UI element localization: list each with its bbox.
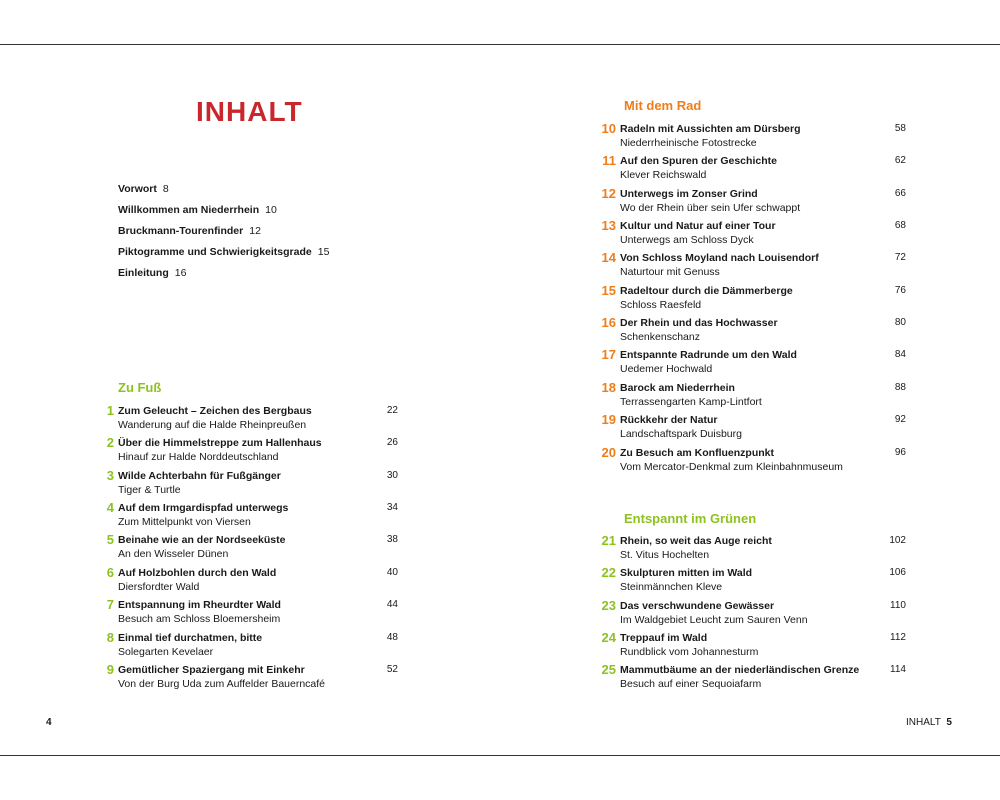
entry-title: Von Schloss Moyland nach Louisendorf: [620, 252, 819, 264]
entry-number: 15: [601, 283, 616, 298]
entry-page: 58: [894, 123, 906, 134]
entry-subtitle: Besuch auf einer Sequoiafarm: [620, 678, 762, 690]
entry-subtitle: Klever Reichswald: [620, 169, 707, 181]
entry-subtitle: Wanderung auf die Halde Rheinpreußen: [118, 419, 307, 431]
entry-subtitle: Im Waldgebiet Leucht zum Sauren Venn: [620, 614, 808, 626]
entry-title: Auf den Spuren der Geschichte: [620, 155, 777, 167]
entry-title: Barock am Niederrhein: [620, 382, 735, 394]
entry-title: Auf dem Irmgardispfad unterwegs: [118, 502, 289, 514]
entry-page: 96: [894, 447, 906, 458]
entry-number: 20: [601, 445, 616, 460]
entry-number: 8: [106, 630, 114, 645]
entry-subtitle: Diersfordter Wald: [118, 581, 200, 593]
entry-page: 22: [386, 405, 398, 416]
front-matter-page: 10: [265, 204, 277, 216]
entry-subtitle: Hinauf zur Halde Norddeutschland: [118, 451, 279, 463]
entry-subtitle: Uedemer Hochwald: [620, 363, 713, 375]
entry-page: 102: [889, 535, 906, 546]
front-matter-page: 8: [162, 183, 169, 195]
entry-page: 106: [889, 567, 906, 578]
entry-page: 84: [894, 349, 906, 360]
entry-title: Einmal tief durchatmen, bitte: [118, 632, 263, 644]
entry-number: 22: [601, 565, 616, 580]
front-matter-item: [118, 224, 261, 238]
entry-page: 40: [386, 567, 398, 578]
entry-number: 11: [602, 153, 616, 168]
entry-subtitle: Schloss Raesfeld: [620, 299, 702, 311]
entry-title: Treppauf im Wald: [620, 632, 708, 644]
entry-number: 1: [106, 403, 114, 418]
entry-subtitle: Besuch am Schloss Bloemersheim: [118, 613, 281, 625]
front-matter-item: [118, 203, 277, 217]
folio-number: 4: [46, 717, 52, 728]
entry-page: 52: [386, 664, 398, 675]
entry-number: 3: [106, 468, 114, 483]
entry-title: Radeln mit Aussichten am Dürsberg: [620, 123, 801, 135]
front-matter-label: Einleitung: [118, 267, 169, 279]
entry-subtitle: Wo der Rhein über sein Ufer schwappt: [620, 202, 801, 214]
entry-page: 30: [386, 470, 398, 481]
entry-page: 92: [894, 414, 906, 425]
entry-number: 14: [601, 250, 616, 265]
entry-subtitle: Steinmännchen Kleve: [620, 581, 723, 593]
entry-page: 48: [386, 632, 398, 643]
entry-title: Unterwegs im Zonser Grind: [620, 188, 758, 200]
entry-title: Das verschwundene Gewässer: [620, 600, 775, 612]
front-matter-label: Willkommen am Niederrhein: [118, 204, 260, 216]
entry-number: 5: [106, 532, 114, 547]
entry-number: 4: [106, 500, 114, 515]
page-number-right: [906, 717, 952, 729]
entry-number: 19: [601, 412, 616, 427]
entry-subtitle: An den Wisseler Dünen: [118, 548, 229, 560]
entry-title: Entspannte Radrunde um den Wald: [620, 349, 797, 361]
entry-page: 114: [890, 664, 906, 675]
page-title: INHALT: [196, 96, 303, 127]
entry-page: 76: [894, 285, 906, 296]
entry-subtitle: Vom Mercator-Denkmal zum Kleinbahnmuseum: [620, 461, 843, 473]
entry-title: Beinahe wie an der Nordseeküste: [118, 534, 286, 546]
entry-page: 88: [894, 382, 906, 393]
entry-page: 72: [894, 252, 906, 263]
entry-title: Über die Himmelstreppe zum Hallenhaus: [118, 437, 322, 449]
entry-page: 38: [386, 534, 398, 545]
entry-page: 44: [386, 599, 398, 610]
entry-subtitle: Von der Burg Uda zum Auffelder Bauerncafé: [118, 678, 326, 690]
entry-number: 18: [601, 380, 616, 395]
entry-title: Zum Geleucht – Zeichen des Bergbaus: [118, 405, 312, 417]
front-matter-page: 16: [174, 267, 187, 279]
entry-title: Zu Besuch am Konfluenzpunkt: [620, 447, 775, 459]
entry-title: Rückkehr der Natur: [620, 414, 718, 426]
front-matter-label: Bruckmann-Tourenfinder: [118, 225, 244, 237]
entry-page: 112: [890, 632, 906, 643]
entry-number: 6: [106, 565, 114, 580]
entry-subtitle: Solegarten Kevelaer: [118, 646, 214, 658]
entry-page: 34: [386, 502, 398, 513]
entry-title: Entspannung im Rheurdter Wald: [118, 599, 281, 611]
entry-subtitle: Unterwegs am Schloss Dyck: [620, 234, 754, 246]
entry-title: Mammutbäume an der niederländischen Grenze: [620, 664, 860, 676]
front-matter-item: [118, 182, 169, 196]
entry-title: Rhein, so weit das Auge reicht: [620, 535, 772, 547]
entry-number: 17: [601, 347, 616, 362]
entry-page: 80: [894, 317, 906, 328]
entry-number: 25: [601, 662, 616, 677]
front-matter-page: 15: [317, 246, 330, 258]
front-matter-item: [118, 266, 186, 280]
entry-number: 2: [106, 435, 114, 450]
entry-number: 12: [601, 186, 616, 201]
folio-number: 5: [946, 717, 952, 728]
section-title-zu-fuss: Zu Fuß: [118, 380, 162, 395]
entry-number: 21: [601, 533, 616, 548]
section-title-entspannt-im-gruenen: Entspannt im Grünen: [624, 511, 757, 526]
entry-subtitle: Naturtour mit Genuss: [620, 266, 720, 278]
page-number-left: [46, 717, 52, 729]
entry-page: 66: [894, 188, 906, 199]
entry-subtitle: St. Vitus Hochelten: [620, 549, 710, 561]
entry-subtitle: Tiger & Turtle: [118, 484, 181, 496]
entry-number: 24: [601, 630, 616, 645]
section-title-mit-dem-rad: Mit dem Rad: [624, 98, 702, 113]
entry-page: 110: [890, 600, 906, 611]
folio-label: INHALT: [906, 717, 941, 728]
entry-number: 13: [601, 218, 616, 233]
entry-number: 23: [601, 598, 616, 613]
entry-title: Radeltour durch die Dämmerberge: [620, 285, 793, 297]
front-matter-label: Piktogramme und Schwierigkeitsgrade: [118, 246, 312, 258]
entry-subtitle: Landschaftspark Duisburg: [620, 428, 742, 440]
front-matter-label: Vorwort: [118, 183, 157, 195]
entry-title: Kultur und Natur auf einer Tour: [620, 220, 776, 232]
entry-title: Gemütlicher Spaziergang mit Einkehr: [118, 664, 305, 676]
entry-title: Wilde Achterbahn für Fußgänger: [118, 470, 281, 482]
entry-title: Skulpturen mitten im Wald: [620, 567, 753, 579]
entry-title: Auf Holzbohlen durch den Wald: [118, 567, 277, 579]
entry-number: 10: [601, 121, 616, 136]
entry-title: Der Rhein und das Hochwasser: [620, 317, 778, 329]
entry-page: 26: [386, 437, 398, 448]
entry-number: 7: [106, 597, 114, 612]
entry-page: 62: [894, 155, 906, 166]
entry-subtitle: Zum Mittelpunkt von Viersen: [118, 516, 251, 528]
entry-subtitle: Rundblick vom Johannesturm: [620, 646, 759, 658]
entry-subtitle: Niederrheinische Fotostrecke: [620, 137, 757, 149]
entry-page: 68: [894, 220, 906, 231]
entry-number: 16: [601, 315, 616, 330]
entry-number: 9: [106, 662, 114, 677]
front-matter-item: [118, 245, 329, 259]
front-matter-page: 12: [249, 225, 261, 237]
entry-subtitle: Terrassengarten Kamp-Lintfort: [620, 396, 762, 408]
entry-subtitle: Schenkenschanz: [620, 331, 700, 343]
